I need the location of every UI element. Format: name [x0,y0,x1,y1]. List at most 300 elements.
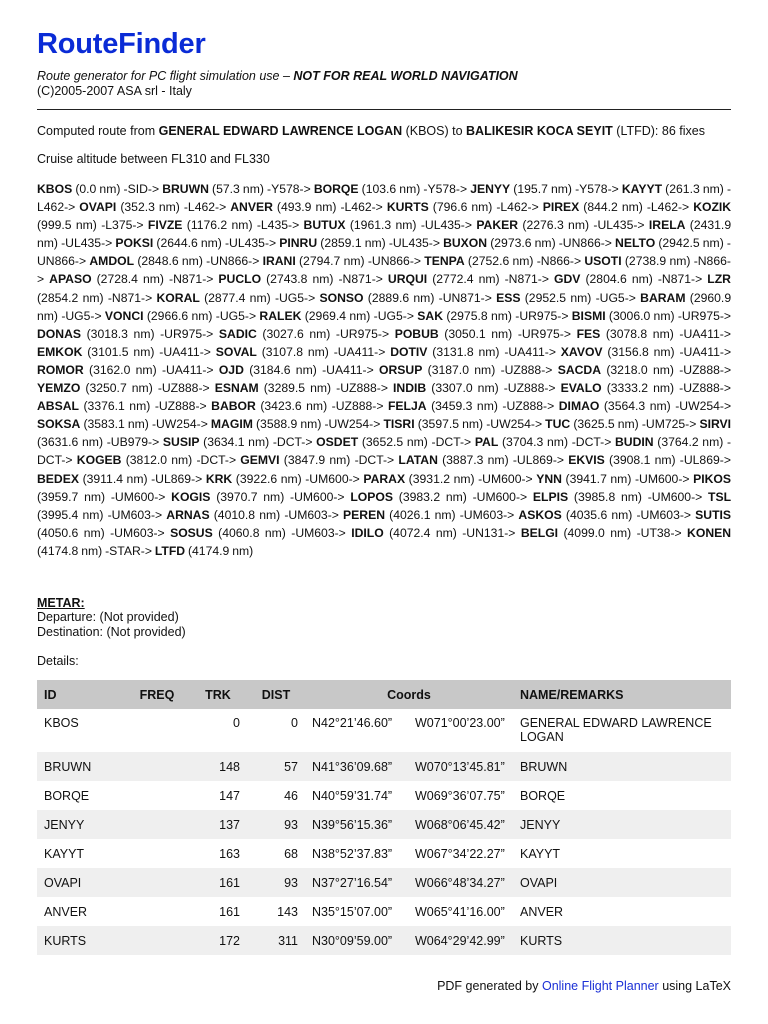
route-airway: -UR975-> [515,308,569,323]
route-fix-distance: (2942.5 nm) [658,236,724,251]
route-fix-distance: (3156.8 nm) [607,344,675,359]
route-airway: -UZ888-> [336,381,388,396]
route-fix-distance: (3597.5 nm) [417,417,484,432]
route-fix-distance: (3941.7 nm) [565,471,632,486]
route-fix: FES [576,326,601,341]
route-fix-distance: (3911.4 nm) [82,471,148,486]
route-airway: -UA411-> [322,362,374,377]
route-fix: MAGIM [210,417,253,432]
cell-name: KURTS [513,926,731,955]
copyright: (C)2005-2007 ASA srl - Italy [37,84,192,98]
route-airway: -L375-> [101,218,144,233]
route-airway: -DCT-> [571,435,612,450]
route-fix-distance: (2975.8 nm) [446,308,512,323]
route-airway: -UG5-> [215,308,257,323]
route-fix-distance: (4010.8 nm) [213,507,281,522]
route-fix: ORSUP [379,362,423,377]
route-fix: ESS [496,290,521,305]
route-fix: JENYY [470,182,511,196]
route-fix-distance: (4050.6 nm) [37,525,105,540]
col-dist: DIST [247,680,305,709]
route-fix-distance: (3423.6 nm) [260,399,328,414]
route-fix: TSL [708,489,732,504]
route-fix-distance: (2969.4 nm) [304,308,371,323]
route-fix: DONAS [37,326,82,341]
route-airway: -N871-> [657,272,703,287]
cell-trk: 0 [233,716,240,730]
route-airway: -L462-> [183,200,227,215]
route-fix: PEREN [343,507,386,522]
cell-lon: W071°00’23.00” [415,716,505,730]
cell-id: BRUWN [37,752,125,781]
metar-heading: METAR: [37,596,85,610]
cell-dist: 93 [247,868,305,897]
route-airway: -N871-> [504,272,549,287]
cell-name: BORQE [520,788,566,803]
cell-lon: W066°48’34.27” [408,868,513,897]
route-fix: LATAN [398,453,438,468]
route-fix: KOGEB [76,453,122,468]
route-fix: NELTO [615,236,656,251]
cell-lon: W069°36’07.75” [415,788,505,803]
route-airway: -UG5-> [274,290,316,305]
table-row [37,868,731,897]
route-fix-distance: (4072.4 nm) [389,525,457,540]
route-airway: -UZ888-> [500,362,553,377]
route-summary [37,124,705,138]
route-fix-distance: (3983.2 nm) [398,489,467,504]
route-fix: OSDET [316,435,359,450]
route-airway: -UZ888-> [679,381,731,396]
route-fix-distance: (3588.9 nm) [255,417,322,432]
route-airway: -UM603-> [107,507,163,522]
route-airway: -L462-> [37,182,731,215]
cell-id: ANVER [44,904,88,919]
route-fix: EMKOK [37,344,83,359]
route-airway: -UR975-> [160,326,214,341]
route-fix: BABOR [211,399,256,414]
route-fix-distance: (3218.0 nm) [606,362,674,377]
route-fix-distance: (3564.3 nm) [603,399,671,414]
route-fix-distance: (3985.8 nm) [573,489,642,504]
route-airway: -SID-> [123,182,160,196]
route-fix: BARAM [640,290,686,305]
cell-freq [125,897,189,926]
col-freq: FREQ [125,680,189,709]
route-fix-distance: (844.2 nm) [583,200,643,215]
route-fix: SAK [417,308,443,323]
route-fix-distance: (3652.5 nm) [361,435,428,450]
route-fix: KOZIK [693,200,732,215]
online-flight-planner-link[interactable]: Online Flight Planner [541,979,659,993]
route-fix-distance: (3187.0 nm) [427,362,496,377]
route-airway: -L435-> [256,218,300,233]
cell-trk: 161 [219,904,240,919]
route-fix: TUC [545,417,571,432]
route-fix: KRK [205,471,233,486]
route-airway: -DCT-> [196,453,237,468]
route-fix-distance: (1961.3 nm) [349,218,417,233]
route-fix: SUTIS [695,507,732,522]
route-fix-distance: (3459.3 nm) [431,399,498,414]
route-airway: -UA411-> [159,344,211,359]
route-fix: KOGIS [171,489,211,504]
route-airway: -N871-> [107,290,153,305]
route-airway: -Y578-> [423,182,468,196]
route-fix-distance: (3333.2 nm) [606,381,675,396]
cell-id: KAYYT [44,846,85,861]
route-airway: -UM600-> [472,489,528,504]
origin-code: (KBOS) to [402,124,467,138]
cell-lat: N41°36’09.68” [305,752,408,781]
route-fix: ANVER [230,200,273,215]
route-fix-distance: (999.5 nm) [37,218,97,233]
route-fix-distance: (0.0 nm) [75,182,121,196]
route-fix: YEMZO [37,381,81,396]
route-fix: SOKSA [37,417,81,432]
route-fix-distance: (2772.4 nm) [432,272,500,287]
route-airway: -UZ888-> [503,381,556,396]
route-fix: URQUI [387,272,428,287]
route-fix-distance: (2752.6 nm) [467,254,534,269]
route-airway: -DCT-> [354,453,395,468]
route-airway: -UM725-> [641,417,697,432]
route-fix-distance: (2952.5 nm) [524,290,592,305]
route-fix: PIKOS [693,471,731,486]
route-airway: -UM600-> [647,489,703,504]
route-fix: BUDIN [615,435,654,450]
route-airway: -UL435-> [61,236,113,251]
route-fix-distance: (2276.3 nm) [522,218,590,233]
route-fix: DOTIV [390,344,428,359]
route-airway: -N871-> [169,272,214,287]
cruise-altitude: Cruise altitude between FL310 and FL330 [37,152,270,166]
cell-lon: W065°41’16.00” [415,904,505,919]
route-fix: KONEN [687,525,732,540]
route-fix: ASKOS [518,507,562,522]
cell-name: KAYYT [520,846,561,861]
table-row [37,839,731,868]
route-airway: -UM603-> [636,507,692,522]
route-fix-distance: (4026.1 nm) [389,507,456,522]
route-airway: -UA411-> [333,344,386,359]
route-airway: -UN871-> [438,290,492,305]
route-fix-distance: (2966.6 nm) [146,308,213,323]
route-fix-distance: (3631.6 nm) [37,435,104,450]
route-fix-distance: (3027.6 nm) [262,326,331,341]
route-airway: -UG5-> [373,308,414,323]
route-airway: -UL869-> [512,453,565,468]
route-fix: BISMI [571,308,606,323]
route-airway: -DCT-> [431,435,472,450]
cell-lat: N30°09’59.00” [305,926,408,955]
route-airway: -UN131-> [462,525,516,540]
cell-lat: N39°56’15.36” [305,810,408,839]
route-fix: KORAL [156,290,200,305]
route-fix-distance: (4035.6 nm) [565,507,633,522]
route-fix: GEMVI [240,453,280,468]
route-airway: -UM603-> [291,525,346,540]
route-airway: -N871-> [338,272,383,287]
route-fix: LOPOS [350,489,393,504]
cell-lat: N37°27’16.54” [305,868,408,897]
route-airway: -UW254-> [675,399,732,414]
route-fix: RALEK [259,308,302,323]
destination-code: (LTFD): 86 fixes [612,124,705,138]
route-airway: -DCT-> [37,435,732,468]
route-fix: SOVAL [215,344,257,359]
route-fix-distance: (2743.8 nm) [266,272,334,287]
route-airway: -UL869-> [679,453,731,468]
app-title: RouteFinder [37,28,206,60]
cell-lon: W068°06’45.42” [408,810,513,839]
cell-dist: 68 [284,846,298,861]
route-fix-distance: (2848.6 nm) [137,254,203,269]
route-fix: OJD [218,362,244,377]
col-id: ID [37,680,125,709]
route-fix: SONSO [319,290,364,305]
metar-destination: Destination: (Not provided) [37,625,186,639]
route-airway: -DCT-> [272,435,313,450]
table-row [37,709,731,752]
cell-id: OVAPI [37,868,125,897]
cell-name: JENYY [513,810,731,839]
cell-trk: 172 [189,926,247,955]
table-row [37,897,731,926]
route-fix-distance: (3050.1 nm) [444,326,513,341]
route-fix-distance: (3970.7 nm) [216,489,285,504]
cell-lat: N40°59’31.74” [312,788,393,803]
route-fix-distance: (3764.2 nm) [657,435,724,450]
route-fix-distance: (2804.6 nm) [585,272,653,287]
cell-dist: 93 [247,810,305,839]
route-airway: -N866-> [536,254,582,269]
destination-name: BALIKESIR KOCA SEYIT [466,124,613,138]
cell-id: JENYY [37,810,125,839]
route-fix: BUTUX [303,218,346,233]
cell-freq [125,752,189,781]
route-fix-distance: (4099.0 nm) [563,525,632,540]
route-fix: IRANI [262,254,296,269]
route-fix: KAYYT [621,182,663,196]
route-airway: -UR975-> [517,326,571,341]
route-fix: POKSI [115,236,154,251]
route-fix: EKVIS [568,453,605,468]
cell-dist: 46 [284,788,298,803]
route-airway: -UN866-> [558,236,612,251]
route-fix: SADIC [218,326,257,341]
route-fix: POBUB [394,326,439,341]
route-fix: LTFD [154,543,186,558]
cell-lat: N35°15’07.00” [312,904,393,919]
route-fix-distance: (1176.2 nm) [186,218,253,233]
cell-freq [125,781,189,810]
route-airway: -UL435-> [388,236,440,251]
footer-suffix: using LaTeX [658,979,731,993]
route-airway: -N866-> [37,254,731,287]
col-coords: Coords [305,680,513,709]
cell-dist: 57 [247,752,305,781]
metar-departure: Departure: (Not provided) [37,610,179,624]
route-airway: -UZ888-> [157,381,210,396]
route-fix-distance: (2960.9 nm) [37,290,732,323]
cell-lon: W064°29’42.99” [408,926,513,955]
route-fix: INDIB [393,381,427,396]
route-fix-distance: (3931.2 nm) [408,471,475,486]
table-row [37,781,731,810]
route-fix-distance: (2859.1 nm) [320,236,386,251]
route-fix-distance: (4174.9 nm) [187,543,254,558]
route-fix: SUSIP [162,435,200,450]
cell-name: BRUWN [513,752,731,781]
route-airway: -UZ888-> [502,399,555,414]
route-fix: PINRU [279,236,318,251]
route-airway: -UA411-> [504,344,556,359]
route-airway: -Y578-> [575,182,619,196]
route-fix: PIREX [542,200,580,215]
cell-freq [125,926,189,955]
route-fix-distance: (2738.9 nm) [624,254,691,269]
cell-id: KBOS [44,716,79,730]
route-fix: IRELA [648,218,686,233]
route-fix: ARNAS [166,507,210,522]
route-fix-distance: (57.3 nm) [212,182,264,196]
cell-trk: 148 [189,752,247,781]
route-fix-distance: (261.3 nm) [665,182,724,196]
route-airway: -UM603-> [284,507,339,522]
route-fix: PAL [474,435,499,450]
summary-prefix: Computed route from [37,124,159,138]
route-fix: ESNAM [214,381,259,396]
cell-freq [125,810,189,839]
route-fix: PAKER [476,218,519,233]
cell-trk: 161 [189,868,247,897]
route-string [37,180,731,560]
table-row [37,926,731,955]
route-airway: -Y578-> [267,182,311,196]
route-airway: -UL869-> [151,471,203,486]
route-fix: FELJA [387,399,427,414]
route-airway: -UM600-> [290,489,345,504]
route-fix-distance: (3959.7 nm) [37,489,106,504]
route-fix: AMDOL [89,254,135,269]
route-fix: ABSAL [37,399,79,414]
cell-name: ANVER [520,904,564,919]
route-airway: -UZ888-> [331,399,384,414]
route-airway: -UM600-> [634,471,690,486]
route-airway: -UR975-> [677,308,732,323]
route-fix-distance: (2431.9 nm) [37,218,732,251]
table-row [37,810,731,839]
subtitle-warning: NOT FOR REAL WORLD NAVIGATION [293,69,518,83]
subtitle [37,69,518,83]
route-fix: KURTS [386,200,429,215]
route-fix-distance: (2728.4 nm) [96,272,164,287]
route-airway: -L462-> [646,200,690,215]
route-fix-distance: (3131.8 nm) [432,344,500,359]
route-fix: APASO [49,272,92,287]
route-fix: BUXON [443,236,488,251]
cell-id: BORQE [44,788,90,803]
cell-dist: 0 [291,716,298,730]
divider [37,109,731,110]
route-fix-distance: (3922.6 nm) [235,471,302,486]
route-airway: -L462-> [496,200,539,215]
route-fix: FIVZE [147,218,183,233]
route-fix: SIRVI [699,417,732,432]
route-fix: OVAPI [79,200,117,215]
route-airway: -UW254-> [486,417,543,432]
cell-trk: 163 [219,846,240,861]
route-fix-distance: (2877.4 nm) [204,290,271,305]
cell-freq [125,709,189,752]
table-header [37,680,731,709]
route-fix-distance: (3250.7 nm) [85,381,153,396]
route-fix-distance: (3376.1 nm) [83,399,151,414]
route-fix-distance: (3634.1 nm) [203,435,270,450]
route-airway: -UL435-> [593,218,645,233]
route-fix-distance: (2644.6 nm) [156,236,222,251]
route-airway: -UG5-> [61,308,102,323]
route-airway: -UA411-> [161,362,214,377]
route-airway: -UW254-> [324,417,381,432]
col-name: NAME/REMARKS [513,680,731,709]
route-fix: SOSUS [170,525,213,540]
cell-dist: 143 [277,904,298,919]
route-fix-distance: (352.3 nm) [120,200,180,215]
route-fix: TENPA [424,254,465,269]
route-fix-distance: (3625.5 nm) [573,417,639,432]
route-airway: -UN866-> [367,254,421,269]
route-fix: XAVOV [560,344,603,359]
cell-trk: 137 [189,810,247,839]
route-fix-distance: (3078.8 nm) [605,326,674,341]
route-fix: SACDA [557,362,602,377]
route-fix: YNN [536,471,562,486]
route-airway: -UL435-> [224,236,277,251]
route-fix: BEDEX [37,471,79,486]
cell-freq [125,839,189,868]
route-fix: ROMOR [37,362,84,377]
route-airway: -UL435-> [420,218,472,233]
route-fix-distance: (3307.0 nm) [431,381,499,396]
route-airway: -UN866-> [37,236,731,269]
route-fix: VONCI [104,308,144,323]
route-airway: -UM603-> [110,525,165,540]
cell-lon: W070°13’45.81” [408,752,513,781]
route-fix-distance: (3812.0 nm) [125,453,193,468]
route-fix-distance: (2889.6 nm) [367,290,435,305]
route-fix-distance: (3704.3 nm) [502,435,569,450]
cell-name: OVAPI [513,868,731,897]
route-airway: -UN866-> [206,254,260,269]
origin-name: GENERAL EDWARD LAWRENCE LOGAN [158,124,403,138]
route-airway: -UA411-> [679,344,732,359]
route-fix-distance: (493.9 nm) [276,200,337,215]
route-airway: -UZ888-> [154,399,207,414]
route-fix-distance: (2854.2 nm) [37,290,104,305]
route-fix: BRUWN [162,182,209,196]
details-label: Details: [37,654,79,668]
route-fix-distance: (3583.1 nm) [83,417,149,432]
route-airway: -UR975-> [335,326,390,341]
route-fix-distance: (3006.0 nm) [608,308,675,323]
cell-lat: N38°52’37.83” [312,846,393,861]
cell-trk: 147 [219,788,240,803]
route-fix: EVALO [560,381,602,396]
route-airway: -L462-> [340,200,383,215]
route-fix: TISRI [383,417,415,432]
